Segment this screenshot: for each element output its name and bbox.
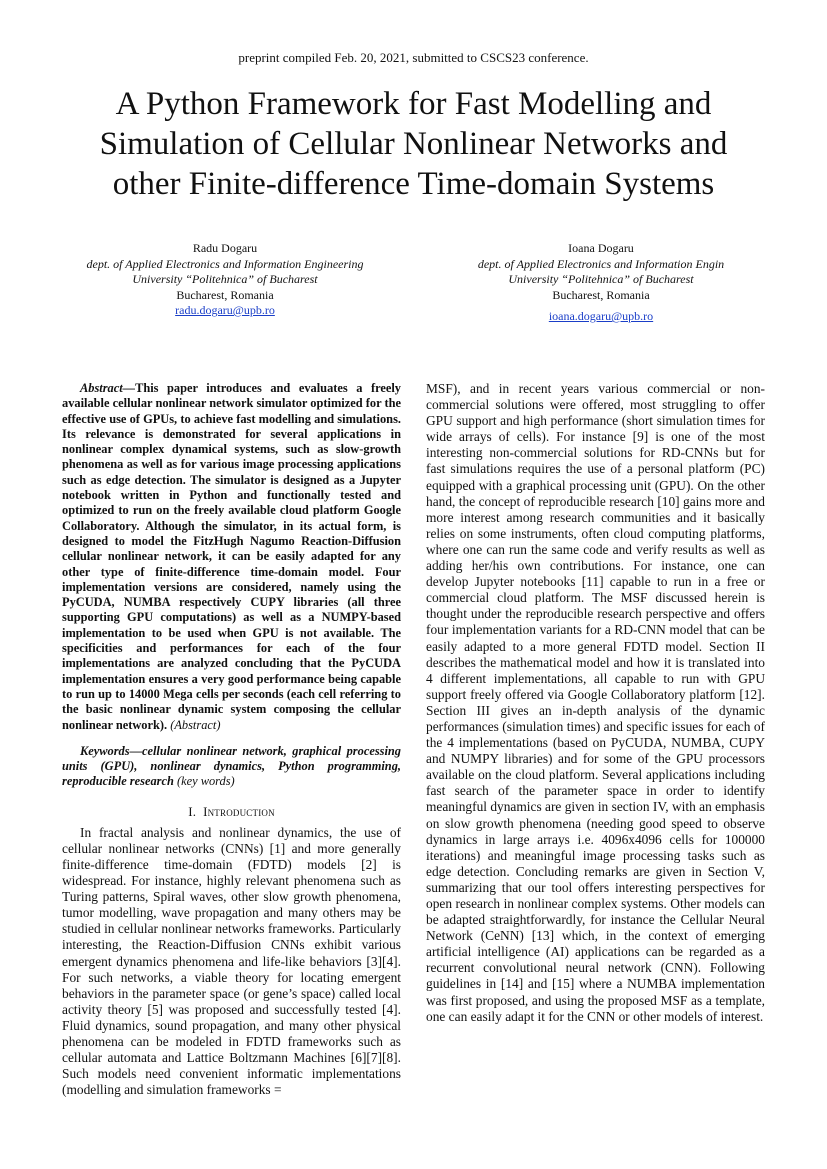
paper-title — [60, 84, 767, 204]
abstract-label: Abstract— — [80, 381, 136, 395]
title-line-1: A Python Framework for Fast Modelling and — [115, 86, 712, 122]
intro-paragraph-left: In fractal analysis and nonlinear dynamics, the use of cellular nonlinear networks (CNNs) [1] and more generally finite-difference time-domain (FDTD) models [2] is widespread. For instance, highly relevant phenomena such as Turing patterns, Spiral waves, other slow growth phenomena, tumor modelling, wave propagation and many others may be studied in cellular nonlinear networks frameworks. Particularly interesting, the Reaction-Diffusion CNNs exhibit various emergent dynamics phenomena and life-like behaviors [3][4]. For such networks, a viable theory for locating emergent behaviors in the parameter space (or gene’s space) called local activity theory [5] was proposed and successfully tested [4]. Fluid dynamics, sound propagation, and many other physical phenomena can be modeled in FDTD frameworks such as cellular automata and Lattice Boltzmann Machines [6][7][8]. Such models need convenient informatic implementations (modelling and simulation frameworks = — [62, 824, 401, 1098]
author-city: Bucharest, Romania — [552, 287, 650, 302]
section-title: Introduction — [203, 803, 275, 819]
abstract-text: This paper introduces and evaluates a freely available cellular nonlinear network simulator optimized for the effective use of GPUs, to achieve fast modelling and simulations. Its relevance is demonstrated for several applications in nonlinear complex dynamical systems, such as slow-growth phenomena as well as for various image processing applications such as edge detection. The simulator is designed as a Jupyter notebook written in Python and functionally tested and optimized to run on the freely available cloud platform Google Collaboratory. Although the simulator, in its actual form, is designed to model the FitzHugh Nagumo Reaction-Diffusion cellular nonlinear network, it can be easily adapted for any other type of finite-difference time-domain model. Four implementation versions are considered, namely using the PyCUDA, NUMBA respectively CUPY libraries (all three supporting GPU computations) as well as a NUMPY-based implementation to be used when GPU is not available. The specificities and performances for each of the four implementations are analyzed concluding that the PyCUDA implementation ensures a very good performance being capable to run up to 14000 Mega cells per seconds (each cell referring to the basic nonlinear dynamic system composing the cellular nonlinear network). — [62, 381, 401, 732]
author-email-link[interactable]: ioana.dogaru@upb.ro — [548, 309, 654, 323]
preprint-header: preprint compiled Feb. 20, 2021, submitted to CSCS23 conference. — [238, 50, 589, 65]
author-university: University “Politehnica” of Bucharest — [508, 272, 694, 286]
author-university: University “Politehnica” of Bucharest — [132, 272, 318, 286]
keywords-text: Keywords—cellular nonlinear network, graphical processing units (GPU), nonlinear dynamics, Python programming, reproducible research — [62, 743, 401, 789]
author-dept: dept. of Applied Electronics and Information Engin — [477, 256, 725, 271]
abstract-tail: (Abstract) — [170, 717, 221, 732]
keywords-tail: (key words) — [176, 774, 235, 789]
author-dept: dept. of Applied Electronics and Information Engineering — [86, 256, 364, 271]
section-heading — [62, 804, 401, 820]
author-email-link[interactable]: radu.dogaru@upb.ro — [175, 303, 275, 317]
intro-paragraph-right: MSF), and in recent years various commercial or non-commercial solutions were offered, most struggling to offer GPU support and high performance (short simulation times for wide arrays of cells). For instance [9] is one of the most interesting non-commercial solutions for RD-CNNs but for fast simulations requires the use of a personal platform (PC) equipped with a graphical processing unit (GPU). On the other hand, the concept of reproducible research [10] gains more and more interest among research communities and it basically relies on some instruments, often cloud computing platforms, where one can run the same code and verify results as well as adding her/his own contributions. For instance, one can develop Jupyter notebooks [11] capable to run in a free or commercial cloud platform. The MSF discussed herein is thought under the reproducible research perspective and offers four implementation variants for a RD-CNN model that can be easily adapted to a more general FDTD model. Section II describes the mathematical model and how it is translated into 4 different implementations, all capable to run with GPU support freely offered via Google Collaboratory platform [12]. Section III gives an in-depth analysis of the dynamic performances (simulation times) and specific issues for each of the 4 implementations (based on PyCUDA, NUMBA, CUPY and NUMPY libraries) and for some of the GPU processors available on the cloud platform. Several applications including fast search of the parameter space in order to identify meaningful dynamics are given in section IV, with an emphasis on slow growth phenomena (needing good speed to observe dynamics in large arrays i.e. 4096x4096 cells for 100000 iterations) and meaningful image processing tasks such as edge detection. Concluding remarks are given in Section V, summarizing that our tool offers interesting perspectives for open research in nonlinear complex systems. Other models can be adapted straightforwardly, for instance the Cellular Neural Network (CeNN) [13] which, in the context of emerging artificial intelligence (AI) applications can be regarded as a recurrent convolutional neural network (CNN). Following guidelines in [14] and [15] where a NUMBA implementation was first proposed, and using the proposed MSF as a template, one can easily adapt it for the CNN or other models of interest. — [426, 381, 765, 1024]
author-city: Bucharest, Romania — [176, 287, 274, 302]
title-line-2: Simulation of Cellular Nonlinear Networks and — [99, 126, 728, 162]
abstract — [62, 381, 401, 733]
left-column — [62, 381, 401, 1098]
author-block-1 — [60, 241, 390, 319]
title-line-3: other Finite-difference Time-domain Systems — [112, 166, 715, 202]
author-name: Radu Dogaru — [192, 241, 258, 255]
section-number: I. — [188, 803, 197, 819]
author-block-2 — [436, 241, 766, 325]
keywords — [62, 744, 401, 790]
right-column — [426, 381, 765, 1025]
author-name: Ioana Dogaru — [568, 241, 634, 255]
